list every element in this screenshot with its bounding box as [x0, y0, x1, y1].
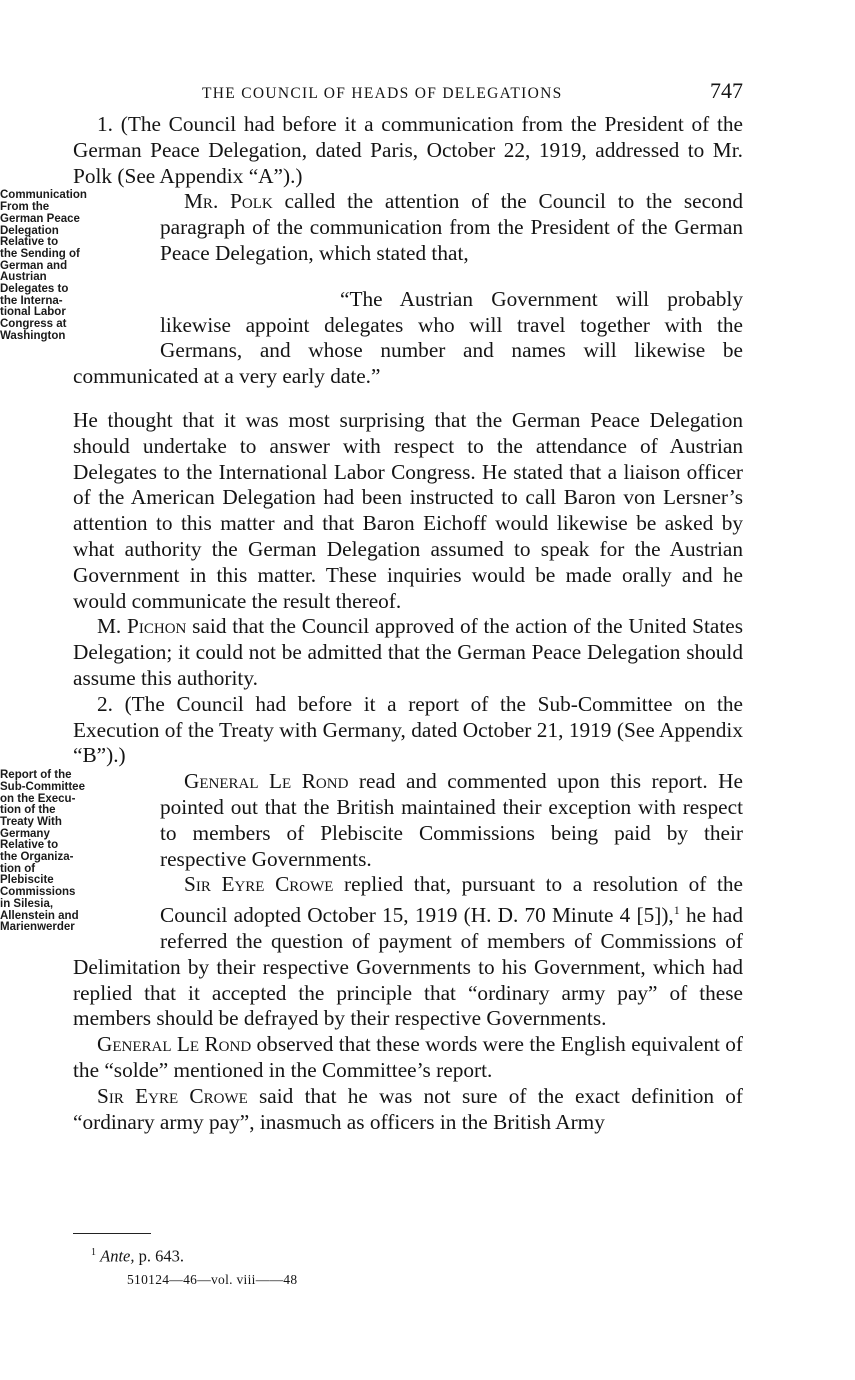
speaker-crowe-2: Sir Eyre Crowe — [97, 1083, 248, 1108]
crowe-paragraph — [73, 872, 743, 1032]
sidenote-line: tion of — [0, 862, 36, 875]
crowe2-text: said that he was not sure of the exact definition of “ordinary army pay”, inasmuch as officers in the British Army — [73, 1083, 744, 1134]
footnote-ref: Ante, — [100, 1246, 135, 1266]
sidenote-line: Report of the — [0, 769, 72, 782]
lerond-text: read and commented upon this report. He pointed out that the British maintained their exception with respect to members of Plebiscite Commissions being paid by their respective Governments. — [160, 769, 743, 871]
sidenote-line: Delegates to — [0, 283, 69, 296]
sidenote-line: the Organiza- — [0, 851, 74, 864]
sidenote-line: the Sending of — [0, 247, 80, 260]
page — [0, 76, 744, 1135]
footnotes — [73, 1233, 743, 1288]
sidenote-report — [0, 770, 150, 934]
lerond2-paragraph — [73, 1032, 743, 1084]
speaker-lerond-2: General Le Rond — [97, 1032, 252, 1057]
sidenote-line: Plebiscite — [0, 874, 54, 887]
sidenote-line: Marienwerder — [0, 921, 75, 934]
sidenote-line: Austrian — [0, 271, 47, 284]
pichon-paragraph — [73, 614, 743, 691]
footnote — [73, 1242, 743, 1268]
page-number: 747 — [710, 78, 743, 103]
paragraph-thought: He thought that it was most surprising that the German Peace Delegation should undertake to answer with respect to the attendance of Austrian Delegates to the International Labor Congress. He stated that a liaison officer of the American Delegation had been instructed to call Baron von Lersner’s attention to this matter and that Baron Eichoff would likewise be asked by what authority the German Delegation assumed to speak for the Austrian Government in this matter. These inquiries would be made orally and he would communicate the result thereof. — [73, 407, 743, 613]
speaker-crowe: Sir Eyre Crowe — [184, 872, 334, 897]
crowe-text-b: he had referred the question of payment of members of Commissions of Delimitation by their respective Governments to his Government, which had replied that it accepted the principle that “ordinary army pay” of these members should be defrayed by their respective Governments. — [73, 903, 743, 1031]
item2-intro: 2. (The Council had before it a report of the Sub-Committee on the Execution of the Treaty with Germany, dated October 21, 1919 (See Appendix “B”).) — [73, 691, 743, 768]
lerond2-text: observed that these words were the English equivalent of the “solde” mentioned in the Committee’s report. — [73, 1032, 744, 1082]
crowe2-paragraph — [73, 1084, 743, 1136]
sidenote-line: in Silesia, — [0, 897, 54, 910]
footnote-text: p. 643. — [134, 1246, 184, 1266]
speaker-lerond: General Le Rond — [184, 769, 349, 794]
crowe-text-a: replied that, pursuant to a resolution of the Council adopted October 15, 1919 (H. D. 70 Minute 4 [5]), — [160, 872, 743, 928]
sidenote-line: Germany — [0, 827, 50, 840]
sidenote-line: Communication — [0, 189, 87, 202]
polk-text: called the attention of the Council to the second paragraph of the communication from the President of the German Peace Delegation, which stated that, — [160, 189, 743, 265]
sidenote-line: German and — [0, 259, 68, 272]
running-header — [73, 76, 743, 112]
sidenote-line: From the — [0, 201, 50, 214]
sidenote-line: Sub-Committee — [0, 780, 85, 793]
sidenote-line: tional Labor — [0, 306, 66, 319]
sidenote-line: Allenstein and — [0, 909, 79, 922]
sidenote-line: tion of the — [0, 804, 56, 817]
sidenote-communication — [0, 190, 150, 342]
printer-imprint: 510124—46—vol. viii——48 — [127, 1271, 298, 1287]
sidenote-line: Relative to — [0, 236, 59, 249]
polk-paragraph — [73, 189, 743, 266]
item1-intro: 1. (The Council had before it a communication from the President of the German Peace Delegation, dated Paris, October 22, 1919, addressed to Mr. Polk (See Appendix “A”).) — [73, 112, 743, 188]
running-title: THE COUNCIL OF HEADS OF DELEGATIONS — [202, 85, 563, 102]
quote-text: “The Austrian Government will probably likewise appoint delegates who will travel together with the Germans, and whose number and names will likewise be communicated at a very early date.” — [73, 286, 743, 389]
sidenote-line: German Peace — [0, 212, 80, 225]
sidenote-line: Washington — [0, 329, 66, 342]
sidenote-line: Treaty With — [0, 815, 62, 828]
sidenote-line: the Interna- — [0, 294, 63, 307]
footnote-number: 1 — [91, 1247, 96, 1258]
quoted-passage — [73, 287, 743, 390]
pichon-text: said that the Council approved of the action of the United States Delegation; it could not be admitted that the German Peace Delegation should assume this authority. — [73, 614, 743, 690]
footnote-rule — [73, 1233, 151, 1234]
speaker-pichon: M. Pichon — [97, 614, 187, 639]
sidenote-line: Delegation — [0, 224, 59, 237]
speaker-polk: Mr. Polk — [184, 189, 273, 214]
footnote-mark: 1 — [673, 903, 680, 918]
sidenote-line: on the Execu- — [0, 792, 76, 805]
lerond-paragraph — [73, 769, 743, 872]
sidenote-line: Commissions — [0, 886, 76, 899]
sidenote-line: Relative to — [0, 839, 59, 852]
sidenote-line: Congress at — [0, 318, 67, 331]
